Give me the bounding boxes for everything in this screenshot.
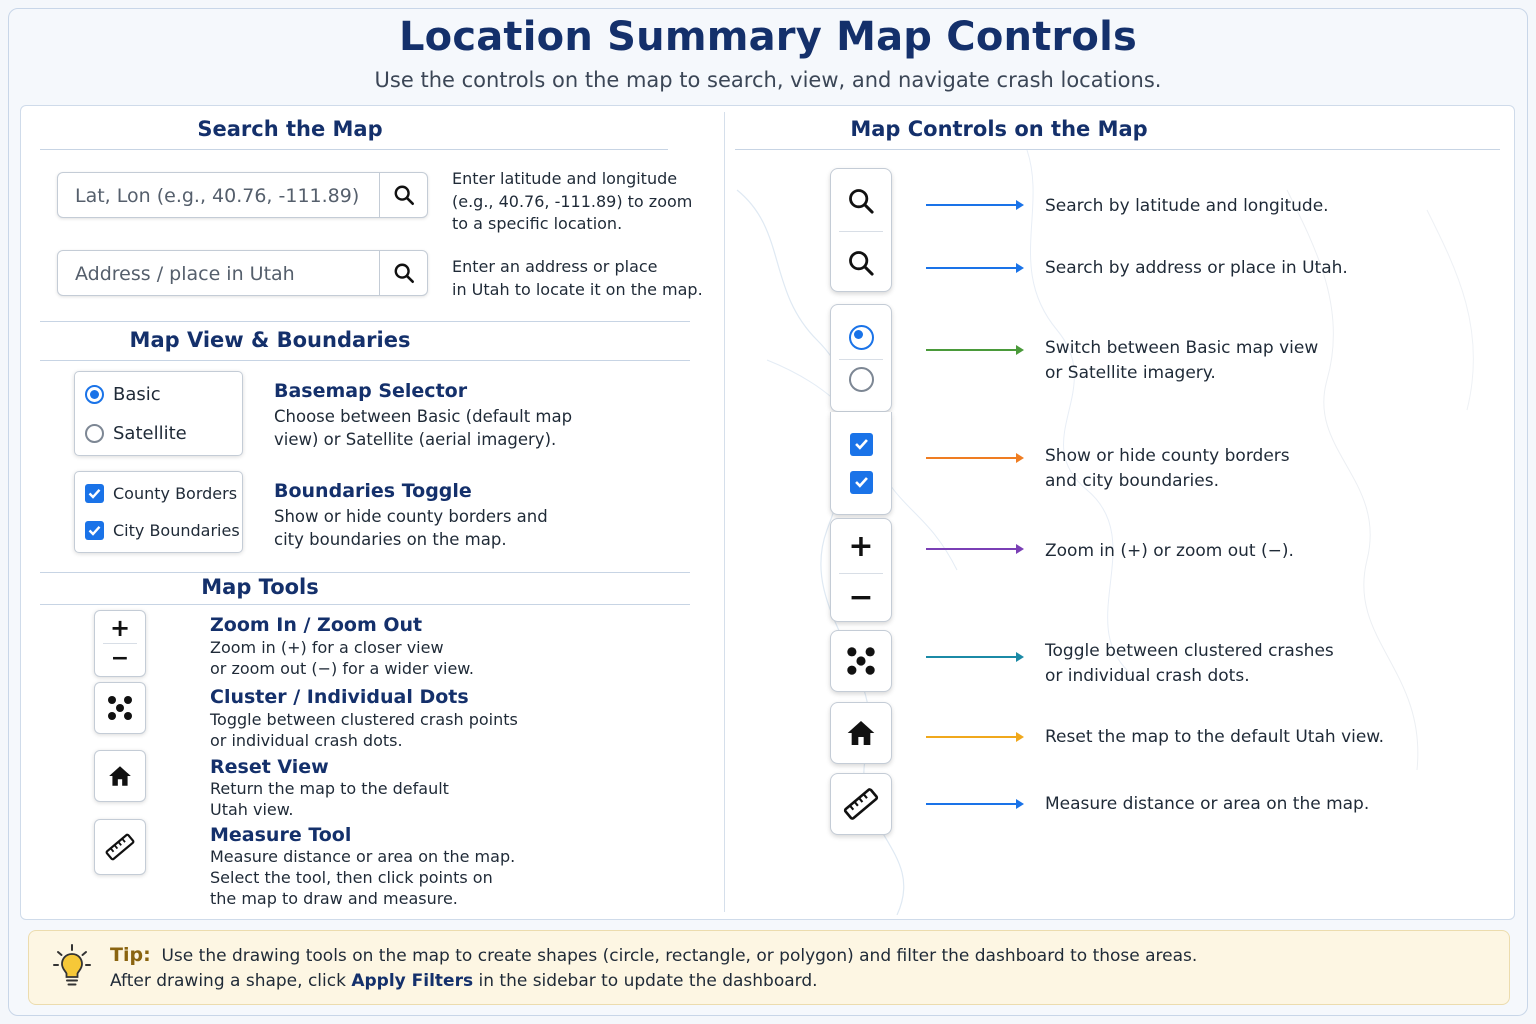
basemap-option-satellite[interactable]: Satellite bbox=[85, 423, 187, 444]
zoom-in-map-button[interactable] bbox=[831, 521, 891, 573]
measure-map-button[interactable] bbox=[830, 773, 892, 835]
checkbox-checked-icon bbox=[850, 433, 873, 456]
tip-line-1: Tip: Use the drawing tools on the map to create shapes (circle, rectangle, or polygon) and filter the dashboard to those areas. bbox=[110, 944, 1198, 966]
reset-heading: Reset View bbox=[210, 756, 329, 778]
column-divider bbox=[724, 112, 725, 912]
address-description: Enter an address or place in Utah to locate it on the map. bbox=[452, 257, 703, 299]
arrow-reset bbox=[926, 732, 1024, 742]
lightbulb-icon bbox=[53, 943, 91, 993]
latlon-search-map-button[interactable] bbox=[831, 171, 891, 231]
tools-title-divider bbox=[40, 604, 690, 605]
search-icon bbox=[847, 187, 875, 215]
zoom-control-group bbox=[830, 518, 892, 622]
callout-basemap: Switch between Basic map view or Satellite imagery. bbox=[1045, 338, 1319, 383]
search-section-title: Search the Map bbox=[197, 117, 383, 141]
plus-icon: + bbox=[848, 529, 874, 564]
view-top-divider bbox=[40, 321, 690, 322]
minus-icon: − bbox=[848, 580, 874, 615]
callout-measure: Measure distance or area on the map. bbox=[1045, 794, 1370, 814]
zoom-out-map-button[interactable] bbox=[831, 573, 891, 623]
tip-line-2: After drawing a shape, click Apply Filters in the sidebar to update the dashboard. bbox=[110, 971, 818, 991]
city-checkbox-map[interactable] bbox=[831, 464, 891, 500]
measure-control-sample bbox=[94, 819, 146, 875]
measure-description: Measure distance or area on the map. Select the tool, then click points on the map to draw and measure. bbox=[210, 847, 516, 908]
basic-radio-map[interactable] bbox=[831, 315, 891, 359]
home-control-sample bbox=[94, 750, 146, 802]
basemap-control-group bbox=[830, 304, 892, 412]
city-boundaries-toggle[interactable]: City Boundaries bbox=[85, 521, 240, 540]
search-title-divider bbox=[40, 149, 668, 150]
search-icon bbox=[393, 262, 415, 284]
address-search-input[interactable] bbox=[57, 250, 428, 296]
address-placeholder: Address / place in Utah bbox=[75, 263, 295, 285]
checkbox-checked-icon bbox=[850, 471, 873, 494]
arrow-boundaries bbox=[926, 453, 1024, 463]
tools-section-title: Map Tools bbox=[201, 575, 319, 599]
zoom-control-sample bbox=[94, 610, 146, 677]
basemap-description: Choose between Basic (default map view) or Satellite (aerial imagery). bbox=[274, 407, 573, 449]
tip-text bbox=[110, 943, 1197, 994]
measure-heading: Measure Tool bbox=[210, 824, 352, 846]
cluster-heading: Cluster / Individual Dots bbox=[210, 686, 469, 708]
cluster-icon bbox=[845, 645, 877, 677]
boundaries-description: Show or hide county borders and city boundaries on the map. bbox=[274, 507, 548, 549]
cluster-icon[interactable] bbox=[106, 694, 134, 722]
arrow-search-latlon bbox=[926, 200, 1024, 210]
callout-search-address: Search by address or place in Utah. bbox=[1045, 258, 1348, 278]
ruler-icon[interactable] bbox=[104, 831, 136, 863]
arrow-measure bbox=[926, 799, 1024, 809]
apply-filters-text: Apply Filters bbox=[351, 971, 474, 991]
minus-icon[interactable]: − bbox=[110, 646, 130, 671]
callout-zoom: Zoom in (+) or zoom out (−). bbox=[1045, 541, 1294, 561]
cluster-description: Toggle between clustered crash points or individual crash dots. bbox=[210, 710, 518, 750]
callout-reset: Reset the map to the default Utah view. bbox=[1045, 727, 1385, 747]
tip-banner bbox=[28, 930, 1510, 1005]
home-icon[interactable] bbox=[107, 763, 133, 789]
basemap-heading: Basemap Selector bbox=[274, 380, 468, 402]
home-cell bbox=[831, 703, 891, 763]
tip-label: Tip: bbox=[110, 944, 151, 966]
search-icon bbox=[847, 249, 875, 277]
basemap-selector-card bbox=[74, 371, 243, 456]
latlon-search-button[interactable] bbox=[379, 173, 427, 217]
home-icon bbox=[845, 717, 877, 749]
boundaries-control-group bbox=[830, 412, 892, 515]
address-search-map-button[interactable] bbox=[831, 233, 891, 293]
map-controls-title: Map Controls on the Map bbox=[850, 117, 1148, 141]
boundaries-heading: Boundaries Toggle bbox=[274, 480, 472, 502]
measure-cell bbox=[831, 774, 891, 834]
radio-unselected-icon bbox=[849, 367, 874, 392]
county-borders-toggle[interactable]: County Borders bbox=[85, 484, 237, 503]
callout-boundaries: Show or hide county borders and city boundaries. bbox=[1045, 446, 1290, 491]
basemap-option-basic[interactable]: Basic bbox=[85, 384, 161, 405]
county-checkbox-map[interactable] bbox=[831, 426, 891, 462]
search-icon bbox=[393, 184, 415, 206]
arrow-cluster bbox=[926, 652, 1024, 662]
arrow-search-address bbox=[926, 263, 1024, 273]
latlon-search-input[interactable] bbox=[57, 172, 428, 218]
page-title: Location Summary Map Controls bbox=[398, 14, 1138, 60]
search-control-group bbox=[830, 168, 892, 292]
boundaries-card bbox=[74, 471, 243, 553]
cluster-cell bbox=[831, 631, 891, 691]
control-separator bbox=[839, 231, 883, 232]
checkbox-checked-icon[interactable] bbox=[85, 521, 104, 540]
radio-unselected-icon[interactable] bbox=[85, 424, 104, 443]
radio-selected-icon[interactable] bbox=[85, 385, 104, 404]
address-search-button[interactable] bbox=[379, 251, 427, 295]
reset-description: Return the map to the default Utah view. bbox=[210, 779, 449, 819]
radio-selected-icon bbox=[849, 325, 874, 350]
checkbox-checked-icon[interactable] bbox=[85, 484, 104, 503]
ruler-icon bbox=[842, 785, 880, 823]
view-section-title: Map View & Boundaries bbox=[129, 328, 411, 352]
latlon-description: Enter latitude and longitude (e.g., 40.76, -111.89) to zoom to a specific location. bbox=[452, 169, 693, 233]
home-map-button[interactable] bbox=[830, 702, 892, 764]
plus-icon[interactable]: + bbox=[109, 614, 131, 642]
cluster-map-button[interactable] bbox=[830, 630, 892, 692]
callout-search-latlon: Search by latitude and longitude. bbox=[1045, 196, 1329, 216]
zoom-description: Zoom in (+) for a closer view or zoom out (−) for a wider view. bbox=[210, 638, 474, 678]
view-title-divider bbox=[40, 360, 690, 361]
callout-cluster: Toggle between clustered crashes or individual crash dots. bbox=[1045, 641, 1334, 686]
zoom-heading: Zoom In / Zoom Out bbox=[210, 614, 423, 636]
cluster-control-sample bbox=[94, 682, 146, 734]
tools-top-divider bbox=[40, 572, 690, 573]
latlon-placeholder: Lat, Lon (e.g., 40.76, -111.89) bbox=[75, 185, 360, 207]
page-subtitle: Use the controls on the map to search, view, and navigate crash locations. bbox=[374, 68, 1162, 92]
satellite-radio-map[interactable] bbox=[831, 357, 891, 401]
arrow-basemap bbox=[926, 345, 1024, 355]
arrow-zoom bbox=[926, 544, 1024, 554]
